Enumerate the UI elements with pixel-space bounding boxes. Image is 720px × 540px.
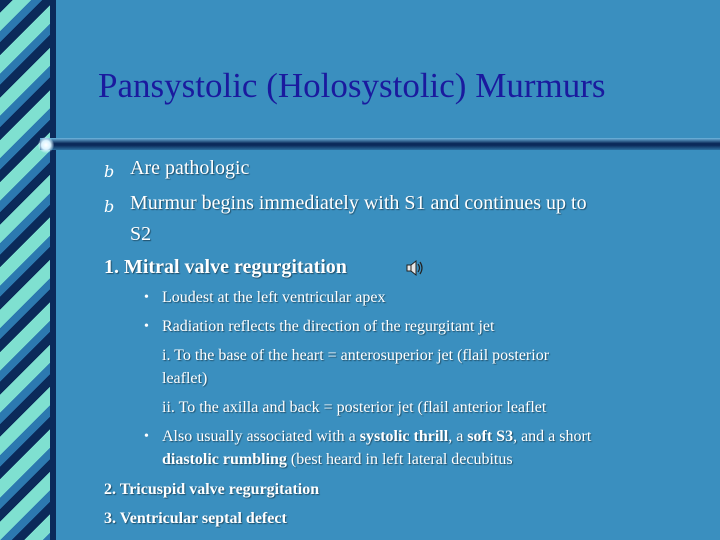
sub-bullet-loudest: Loudest at the left ventricular apex — [162, 289, 386, 306]
slide-title: Pansystolic (Holosystolic) Murmurs — [98, 66, 606, 105]
sub-bullet-radiation: Radiation reflects the direction of the regurgitant jet — [162, 318, 495, 335]
bullet-icon: b — [104, 162, 115, 181]
bullet-icon: b — [104, 197, 115, 216]
detail-base-of-heart-cont: leaflet) — [162, 370, 208, 387]
detail-axilla-and-back: ii. To the axilla and back = posterior jet (flail anterior leaflet — [162, 399, 547, 416]
heading-ventricular-septal-defect: 3. Ventricular septal defect — [104, 510, 287, 527]
detail-base-of-heart: i. To the base of the heart = anterosuperior jet (flail posterior — [162, 347, 550, 364]
bullet-pathologic: Are pathologic — [130, 157, 250, 179]
sub-bullet-icon: • — [144, 319, 149, 334]
sub-bullet-associated: Also usually associated with a systolic thrill, a soft S3, and a short — [162, 428, 592, 445]
heading-tricuspid-regurgitation: 2. Tricuspid valve regurgitation — [104, 481, 320, 498]
heading-mitral-regurgitation: 1. Mitral valve regurgitation — [104, 256, 347, 278]
sub-bullet-associated-cont: diastolic rumbling (best heard in left lateral decubitus — [162, 451, 513, 468]
sub-bullet-icon: • — [144, 429, 149, 444]
speaker-icon[interactable] — [404, 258, 426, 278]
bullet-murmur-begins-cont: S2 — [130, 223, 152, 245]
sub-bullet-icon: • — [144, 290, 149, 305]
bullet-murmur-begins: Murmur begins immediately with S1 and continues up to — [130, 192, 587, 214]
